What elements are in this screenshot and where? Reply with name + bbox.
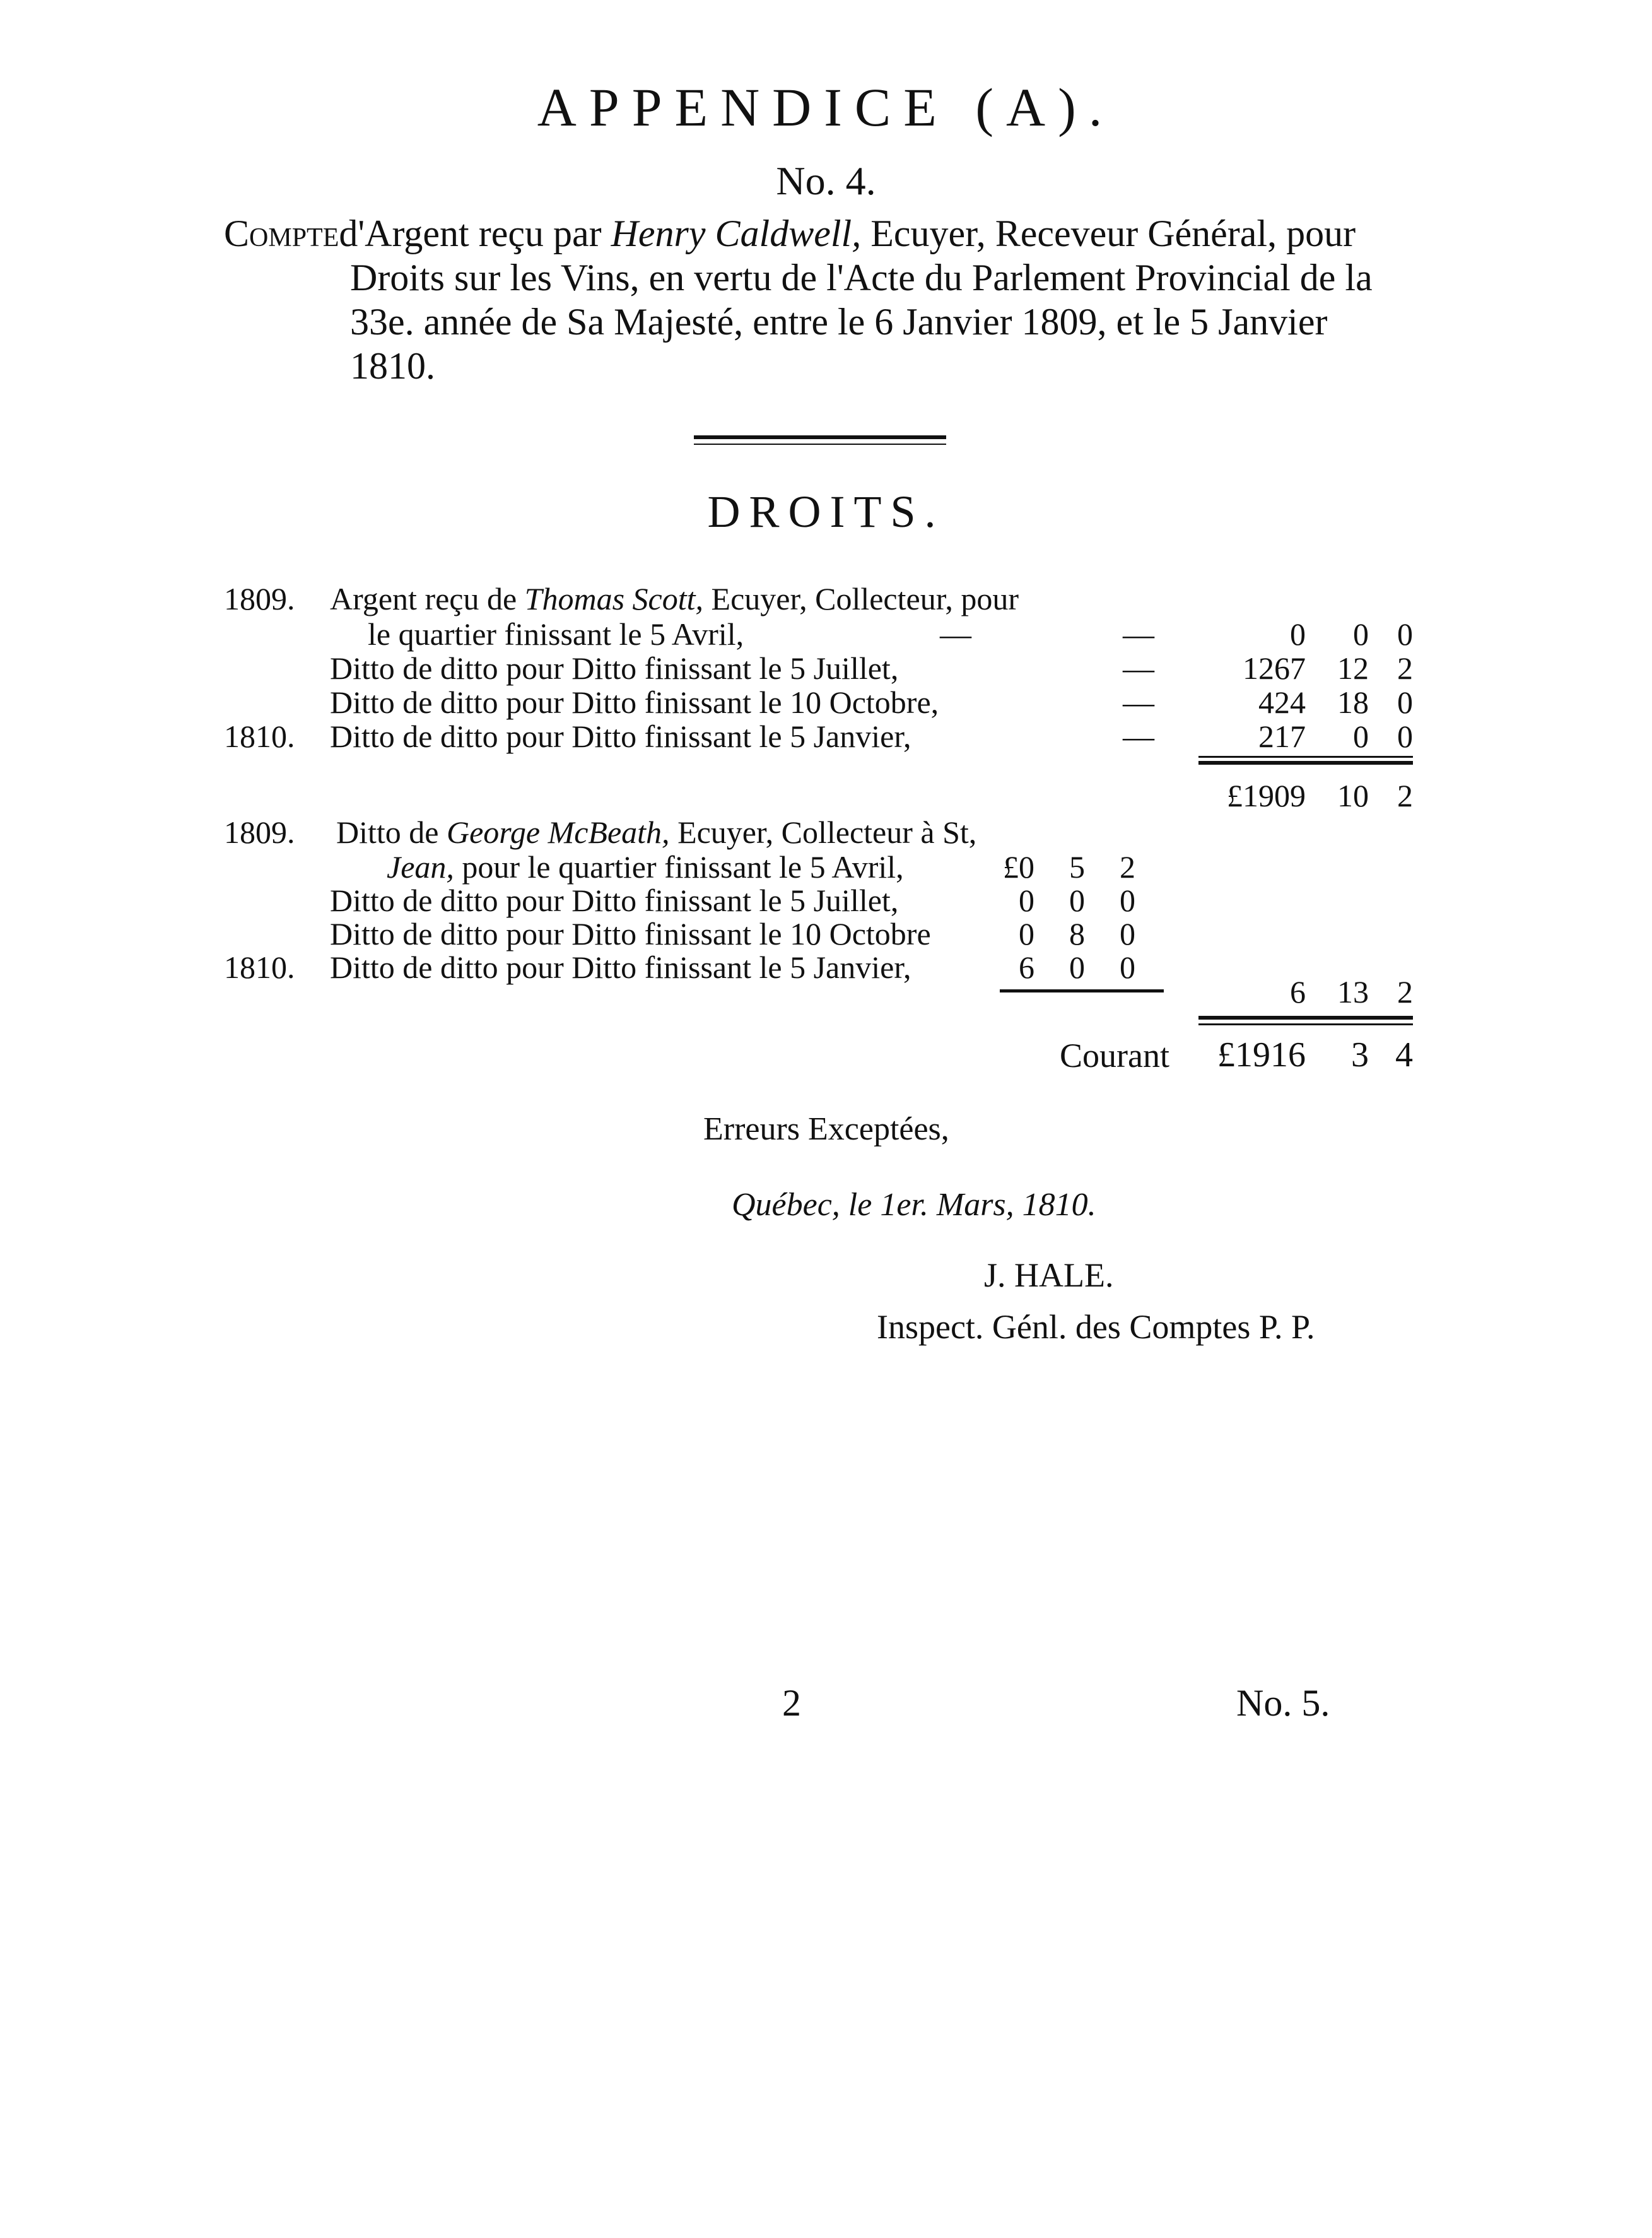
row-text: Ditto de ditto pour Ditto finissant le 5 Juillet, — [330, 651, 899, 686]
pounds-cell: 424 — [1258, 685, 1306, 720]
pence-cell: 0 — [1397, 685, 1413, 720]
table-row — [368, 616, 744, 651]
errors-excepted: Erreurs Exceptées, — [703, 1111, 949, 1147]
row-text: Ditto de ditto pour Ditto finissant le 5 Janvier, — [330, 719, 911, 754]
folio-number: 2 — [782, 1682, 801, 1724]
pence-cell: 0 — [1120, 950, 1135, 985]
row-text: pour le quartier finissant le 5 Avril, — [454, 849, 904, 885]
grand-total-pounds: £1916 — [1217, 1035, 1306, 1075]
section-title: DROITS. — [707, 486, 945, 537]
page-heading: APPENDICE (A). — [537, 77, 1115, 138]
row-text-b: Ecuyer, Collecteur à St, — [669, 815, 977, 850]
table-row — [224, 718, 911, 753]
pounds-cell: 0 — [1019, 916, 1034, 951]
pounds-cell: 1267 — [1243, 651, 1306, 686]
group1-total-pounds: £1909 — [1227, 778, 1306, 813]
collector-name: George McBeath, — [446, 815, 670, 850]
intro-paragraph — [224, 211, 1391, 388]
row-text-b: Ecuyer, Collecteur, pour — [703, 581, 1019, 616]
group2-total-shillings: 13 — [1337, 974, 1369, 1010]
group2-total-pence: 2 — [1397, 974, 1413, 1010]
intro-part1: d'Argent reçu par — [339, 213, 611, 254]
pounds-cell: 217 — [1258, 719, 1306, 754]
section-rule-thin — [694, 444, 946, 445]
row-text: Ditto de ditto pour Ditto finissant le 5 Janvier, — [330, 950, 911, 985]
grand-total-label: Courant — [1060, 1037, 1169, 1075]
pence-cell: 0 — [1120, 883, 1135, 918]
row-dash: — — [1123, 685, 1154, 720]
table-row — [387, 849, 904, 884]
signer-name: J. HALE. — [984, 1256, 1114, 1294]
row-year: 1809. — [224, 815, 295, 850]
place-date: Québec, le 1er. Mars, 1810. — [732, 1187, 1096, 1223]
pence-cell: 0 — [1397, 719, 1413, 754]
grand-total-rule-thin — [1198, 1023, 1413, 1025]
pounds-cell: 0 — [1019, 883, 1034, 918]
pounds-cell: £0 — [1003, 849, 1034, 885]
shillings-cell: 5 — [1069, 849, 1085, 885]
table-row — [330, 684, 939, 719]
grand-total-shillings: 3 — [1351, 1035, 1369, 1075]
row-text: Ditto de ditto pour Ditto finissant le 5 Juillet, — [330, 883, 899, 918]
shillings-cell: 0 — [1353, 616, 1369, 652]
row-year: 1809. — [224, 581, 295, 616]
signer-title: Inspect. Génl. des Comptes P. P. — [877, 1308, 1315, 1346]
row-text: Argent reçu de — [330, 581, 525, 616]
table-row — [224, 814, 976, 849]
section-rule — [694, 435, 946, 439]
group2-total-pounds: 6 — [1290, 974, 1306, 1010]
table-row — [224, 580, 1019, 616]
pence-cell: 2 — [1397, 651, 1413, 686]
table-row — [330, 650, 898, 685]
pence-cell: 0 — [1397, 616, 1413, 652]
row-dash: — — [1123, 719, 1154, 754]
collector-place: Jean, — [387, 849, 454, 885]
row-year: 1810. — [224, 719, 295, 754]
shillings-cell: 12 — [1337, 651, 1369, 686]
intro-name: Henry Caldwell, — [611, 213, 862, 254]
row-dash: — — [940, 616, 971, 652]
subtotal-rule — [1000, 989, 1164, 992]
intro-lead: Compte — [224, 213, 339, 254]
row-year: 1810. — [224, 950, 295, 985]
shillings-cell: 0 — [1353, 719, 1369, 754]
pence-cell: 2 — [1120, 849, 1135, 885]
row-dash: — — [1123, 651, 1154, 686]
pounds-cell: 0 — [1290, 616, 1306, 652]
pounds-cell: 6 — [1019, 950, 1034, 985]
group1-total-shillings: 10 — [1337, 778, 1369, 813]
pence-cell: 0 — [1120, 916, 1135, 951]
subtotal-rule — [1198, 756, 1413, 758]
group1-total-pence: 2 — [1397, 778, 1413, 813]
document-number: No. 4. — [776, 158, 876, 203]
row-dash: — — [1123, 616, 1154, 652]
table-row — [330, 882, 898, 917]
row-text: Ditto de ditto pour Ditto finissant le 10 Octobre, — [330, 685, 939, 720]
intro-part2: Ecuyer, Receveur Général, pour Droits sur les Vins, en vertu de l'Acte du Parlement Provincial de la 33e. année de Sa Majesté, entre le 6 Janvier 1809, et le 5 Janvier 1810. — [350, 213, 1373, 387]
row-text: Ditto de — [336, 815, 447, 850]
shillings-cell: 8 — [1069, 916, 1085, 951]
table-row — [224, 949, 911, 984]
row-text: le quartier finissant le 5 Avril, — [368, 616, 744, 652]
shillings-cell: 0 — [1069, 950, 1085, 985]
table-row — [330, 916, 931, 951]
row-text: Ditto de ditto pour Ditto finissant le 10 Octobre — [330, 916, 931, 951]
shillings-cell: 0 — [1069, 883, 1085, 918]
subtotal-rule-double — [1198, 761, 1413, 765]
grand-total-pence: 4 — [1395, 1035, 1413, 1075]
shillings-cell: 18 — [1337, 685, 1369, 720]
collector-name: Thomas Scott, — [524, 581, 704, 616]
catchword: No. 5. — [1236, 1682, 1330, 1724]
grand-total-rule — [1198, 1016, 1413, 1020]
